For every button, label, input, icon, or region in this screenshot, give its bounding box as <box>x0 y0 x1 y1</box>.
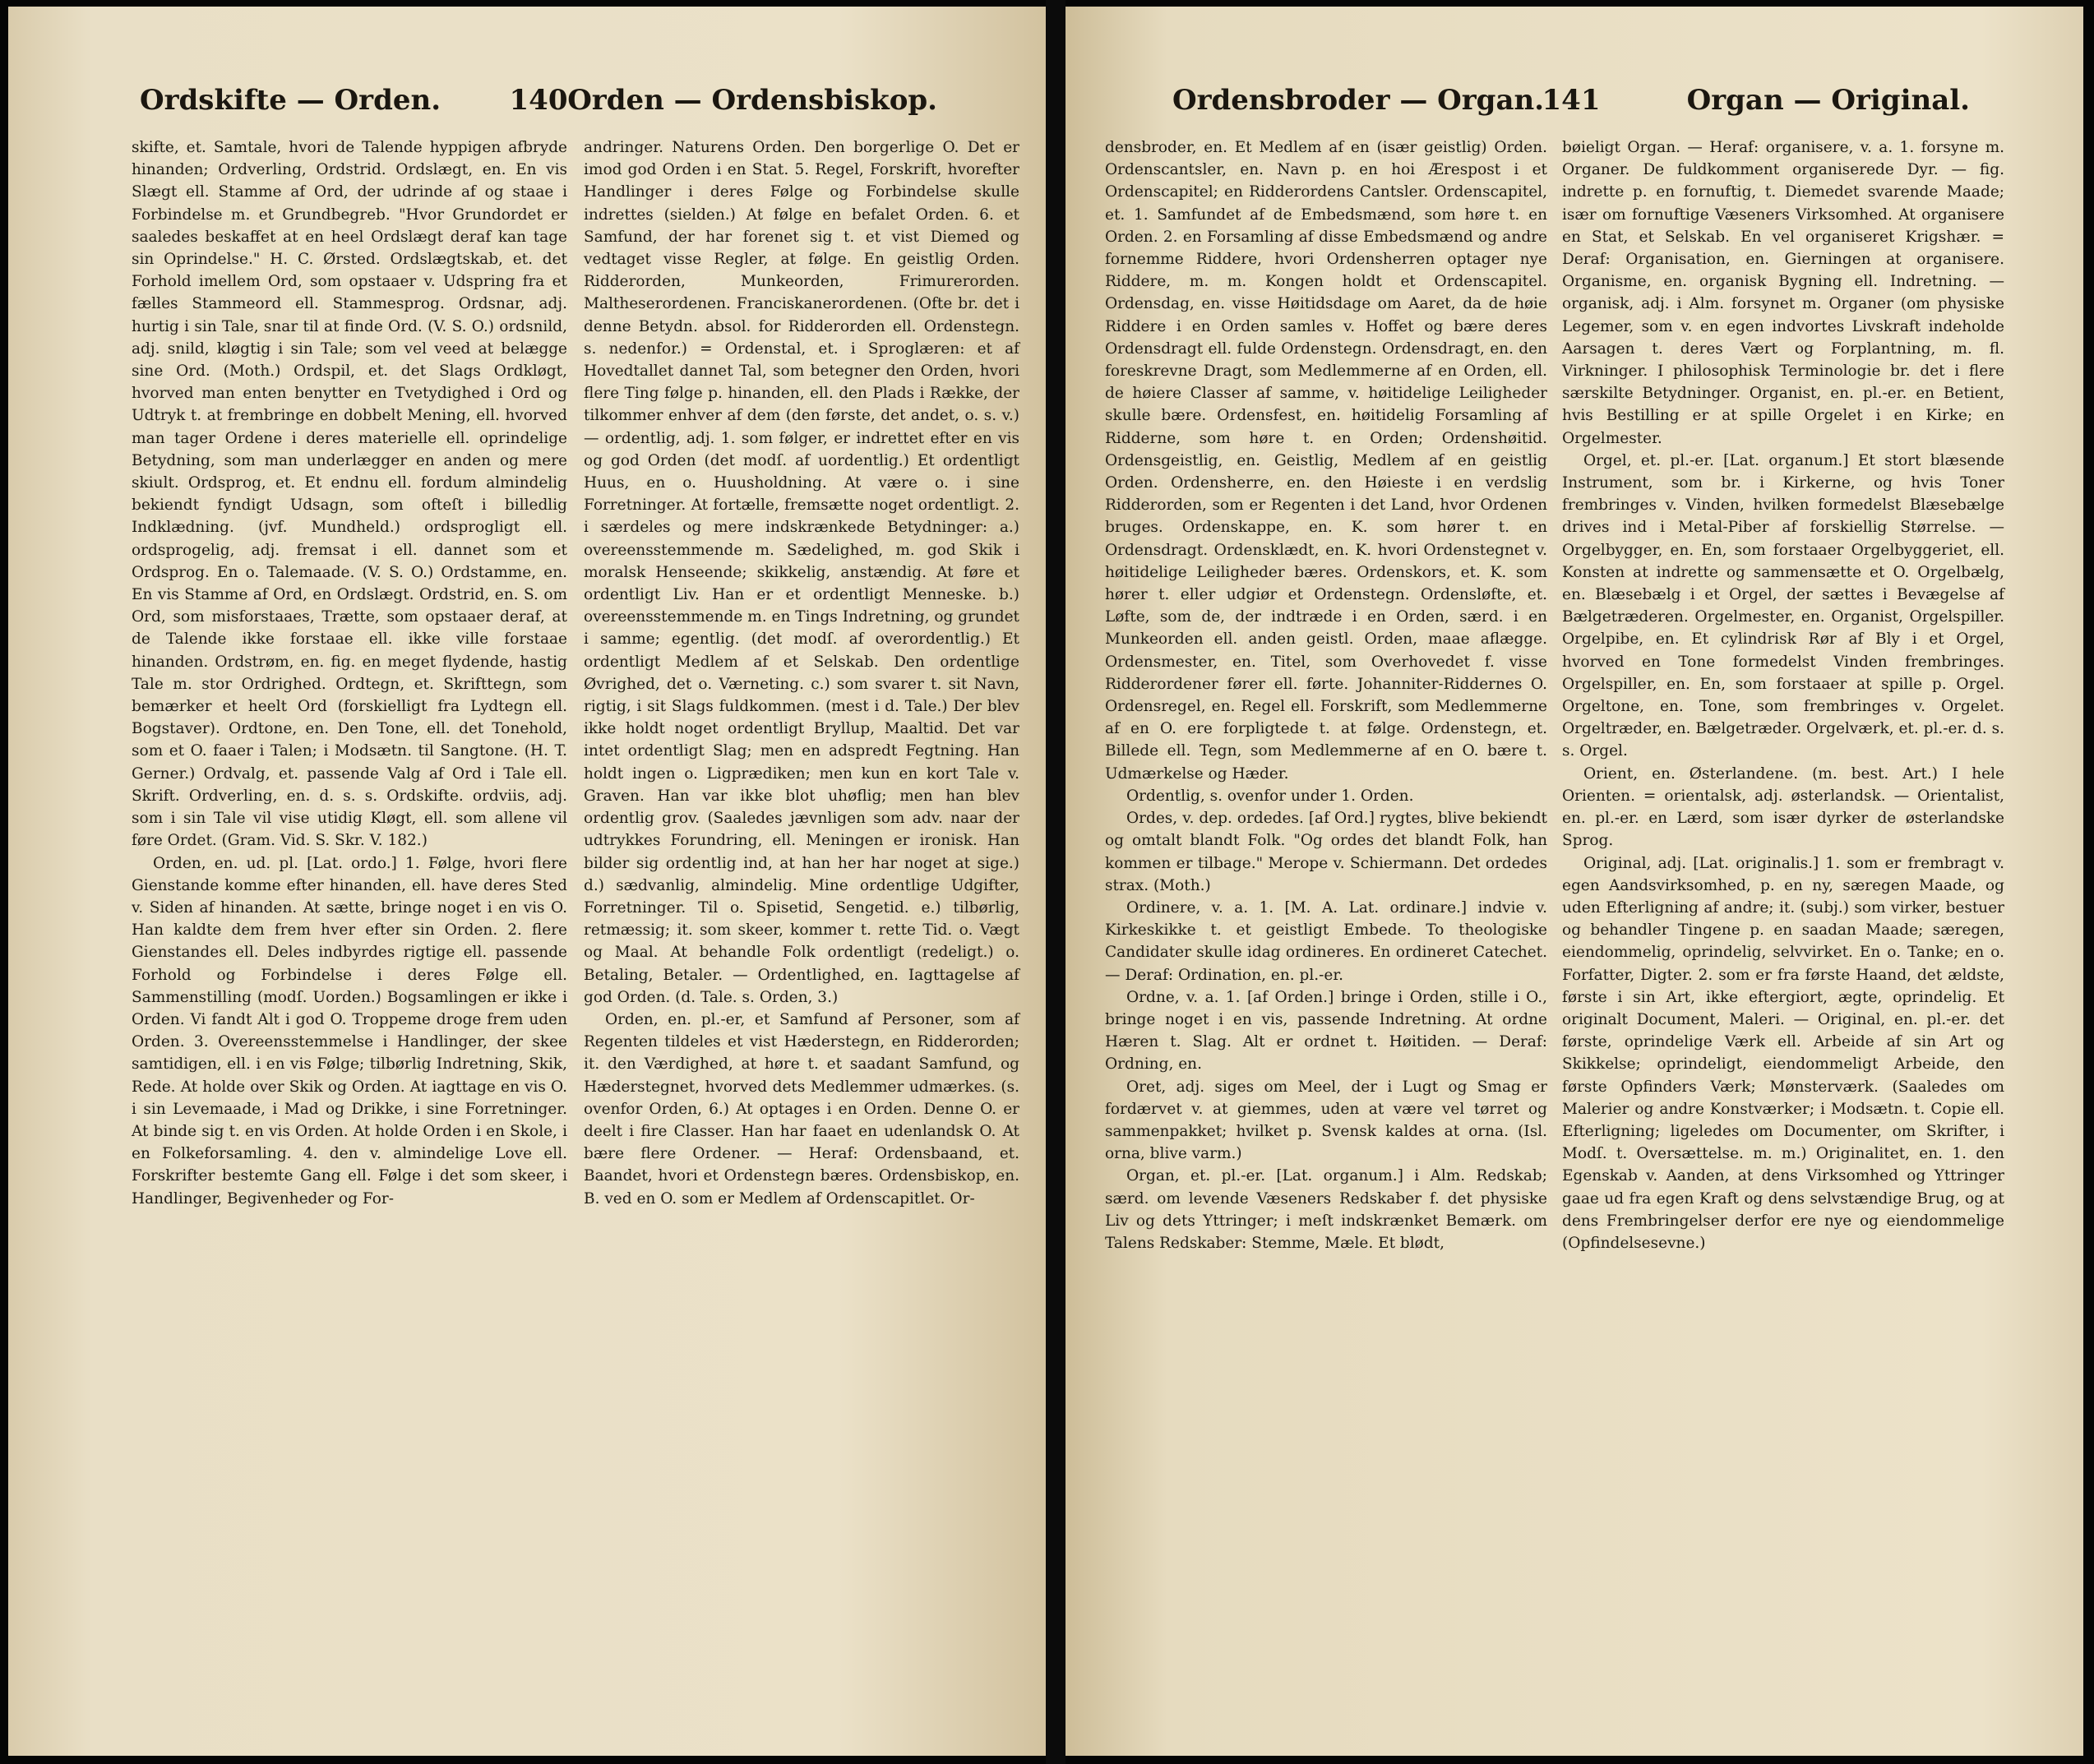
entry-ordentlig: Ordentlig, s. ovenfor under 1. Orden. <box>1126 787 1414 805</box>
entry-ordne: Ordne, v. a. 1. [af Orden.] bringe i Orden, stille i O., bringe noget i en vis, passende Indretning. At ordne Hæren t. Slag. Alt er ordnet t. Høitiden. — Deraf: Ordning, en. <box>1105 988 1547 1074</box>
entry-organ-cont: bøieligt Organ. — Heraf: organisere, v. a. 1. forsyne m. Organer. De fuldkomment organiserede Dyr. — fig. indrette p. en fornuftig, t. Diemedet svarende Maade; især om fornuftige Væseners Virksomhed. At organisere en Stat, et Selskab. En vel organiseret Krigshær. = Deraf: Organisation, en. Gierningen at organisere. Organisme, en. organisk Bygning ell. Indretning. — organisk, adj. i Alm. forsynet m. Organer (om physiske Legemer, som v. en egen indvortes Livskraft indeholde Aarsagen t. deres Vært og Forplantning, m. fl. Virkninger. I philosophisk Terminologie br. det i flere særskilte Betydninger. Organist, en. pl.-er. en Betient, hvis Bestilling er at spille Orgelet i en Kirke; en Orgelmester. <box>1562 139 2004 447</box>
entry-ordskifte: skifte, et. Samtale, hvori de Talende hyppigen afbryde hinanden; Ordverling, Ordstrid. Ordslægt, en. En vis Slægt ell. Stamme af Ord, der udrinde af og staae i Forbindelse m. et Grundbegreb. "Hvor Grundordet er saaledes beskaffet at en heel Ordslægt deraf kan tage sin Oprindelse." H. C. Ørsted. Ordslægtskab, et. det Forhold imellem Ord, som opstaaer v. Udspring fra et fælles Stammeord ell. Stammesprog. Ordsnar, adj. hurtig i sin Tale, snar til at finde Ord. (V. S. O.) ordsnild, adj. snild, kløgtig i sin Tale; som vel veed at belægge sine Ord. (Moth.) Ordspil, et. det Slags Ordkløgt, hvorved man enten benytter en Tvetydighed i Ord og Udtryk t. at frembringe en dobbelt Mening, ell. hvorved man tager Ordene i deres materielle ell. oprindelige Betydning, som man underlægger en anden og mere skiult. Ordsprog, et. Et endnu ell. fordum almindelig bekiendt fyndigt Udsagn, som ofteſt i billedlig Indklædning. (jvf. Mundheld.) ordsprogligt ell. ordsprogelig, adj. fremsat i ell. dannet som et Ordsprog. En o. Talemaade. (V. S. O.) Ordstamme, en. En vis Stamme af Ord, en Ordslægt. Ordstrid, en. S. om Ord, som misforstaaes, Trætte, som opstaaer deraf, at de Talende ikke forstaae ell. ikke ville forstaae hinanden. Ordstrøm, en. fig. en meget flydende, hastig Tale m. stor Ordrighed. Ordtegn, et. Skrifttegn, som bemærker et heelt Ord (forskielligt fra Lydtegn ell. Bogstaver). Ordtone, en. Den Tone, ell. det Tonehold, som et O. faaer i Talen; i Modsætn. til Sangtone. (H. T. Gerner.) Ordvalg, et. passende Valg af Ord i Tale ell. Skrift. Ordverling, en. d. s. s. Ordskifte. ordviis, adj. som i sin Tale vil vise utidig Kløgt, ell. som allene vil føre Ordet. (Gram. Vid. S. Skr. V. 182.) <box>132 139 567 850</box>
right-header-right: Organ — Original. <box>1686 84 1970 117</box>
left-column-2 <box>584 136 1019 1210</box>
entry-orden-cont: andringer. Naturens Orden. Den borgerlige O. Det er imod god Orden i en Stat. 5. Regel, Forskrift, hvorefter Handlinger i deres Følge og Forbindelse skulle indrettes (sielden.) At følge en befalet Orden. 6. et Samfund, der har forenet sig t. et vist Diemed og vedtaget visse Regler, at følge. En geistlig Orden. Ridderorden, Munkeorden, Frimurerorden. Maltheserordenen. Franciskanerordenen. (Ofte br. det i denne Betydn. absol. for Ridderorden ell. Ordenstegn. s. nedenfor.) = Ordenstal, et. i Sproglæren: et af Hovedtallet dannet Tal, som betegner den Orden, hvori flere Ting følge p. hinanden, ell. den Plads i Række, der tilkommer enhver af dem (den første, det andet, o. s. v.) — ordentlig, adj. 1. som følger, er indrettet efter en vis og god Orden (det modſ. af uordentlig.) Et ordentligt Huus, en o. Huusholdning. At være o. i sine Forretninger. At fortælle, fremsætte noget ordentligt. 2. i særdeles og mere indskrænkede Betydninger: a.) overeensstemmende m. Sædelighed, m. god Skik i moralsk Henseende; skikkelig, anstændig. At føre et ordentligt Liv. Han er et ordentligt Menneske. b.) overeensstemmende m. en Tings Indretning, og grundet i samme; egentlig. (det modſ. af overordentlig.) Et ordentligt Medlem af et Selskab. Den ordentlige Øvrighed, det o. Værneting. c.) som svarer t. sit Navn, rigtig, i sit Slags fuldkommen. (mest i d. Tale.) Der blev ikke holdt noget ordentligt Bryllup, Maaltid. Det var intet ordentligt Slag; men en adspredt Fegtning. Han holdt ingen o. Ligprædiken; men kun en kort Tale v. Graven. Han var ikke blot uhøflig; men han blev ordentlig grov. (Saaledes jævnligen som adv. naar der udtrykkes Forundring, ell. Meningen er ironisk. Han bilder sig ordentlig ind, at han her har noget at sige.) d.) sædvanlig, almindelig. Mine ordentlige Udgifter, Forretninger. Til o. Spisetid, Sengetid. e.) tilbørlig, retmæssig; it. som skeer, kommer t. rette Tid. o. Vægt og Maal. At behandle Folk ordentligt (redeligt.) o. Betaling, Betaler. — Ordentlighed, en. Iagttagelse af god Orden. (d. Tale. s. Orden, 3.) <box>584 139 1019 1006</box>
right-column-2 <box>1562 136 2004 1254</box>
left-page-number: 140 <box>509 84 568 117</box>
left-column-1 <box>132 136 567 1210</box>
left-page <box>8 7 1046 1756</box>
entry-orient: Orient, en. Østerlandene. (m. best. Art.) I hele Orienten. = orientalsk, adj. østerlandsk. — Orientalist, en. pl.-er. en Lærd, som især dyrker de østerlandske Sprog. <box>1562 764 2004 850</box>
entry-orden-1: Orden, en. ud. pl. [Lat. ordo.] 1. Følge, hvori flere Gienstande komme efter hinanden, ell. have deres Sted v. Siden af hinanden. At sætte, bringe noget i en vis O. Han kaldte dem frem hver efter sin Orden. 2. flere Gienstandes ell. Deles indbyrdes rigtige ell. passende Forhold og Forbindelse i deres Følge ell. Sammenstilling (modſ. Uorden.) Bogsamlingen er ikke i Orden. Vi fandt Alt i god O. Troppeme droge frem uden Orden. 3. Overeensstemmelse i Handlinger, der skee samtidigen, ell. i en vis Følge; tilbørlig Indretning, Skik, Rede. At holde over Skik og Orden. At iagttage en vis O. i sin Levemaade, i Mad og Drikke, i sine Forretninger. At binde sig t. en vis Orden. At holde Orden i en Skole, i en Folkeforsamling. 4. den v. almindelige Love ell. Forskrifter bestemte Gang ell. Følge i det som skeer, i Handlinger, Begivenheder og For- <box>132 854 567 1208</box>
left-running-head <box>140 81 937 120</box>
left-header-right: Orden — Ordensbiskop. <box>567 84 937 117</box>
right-column-1 <box>1105 136 1547 1254</box>
entry-orgel: Orgel, et. pl.-er. [Lat. organum.] Et stort blæsende Instrument, som br. i Kirkerne, og hvis Toner frembringes v. Vinden, hvilken formedelst Blæsebælge drives ind i Metal-Piber af forskiellig Størrelse. — Orgelbygger, en. En, som forstaaer Orgelbyggeriet, ell. Konsten at indrette og sammensætte et O. Orgelbælg, en. Blæsebælg i et Orgel, der sættes i Bevægelse af Bælgetræderen. Orgelmester, en. Organist, Orgelspiller. Orgelpibe, en. Et cylindrisk Rør af Bly i et Orgel, hvorved en Tone formedelst Vinden frembringes. Orgelspiller, en. En, som forstaaer at spille p. Orgel. Orgeltone, en. Tone, som frembringes v. Orgelet. Orgeltræder, en. Bælgetræder. Orgelværk, et. pl.-er. d. s. s. Orgel. <box>1562 451 2004 760</box>
entry-ordinere: Ordinere, v. a. 1. [M. A. Lat. ordinare.] indvie v. Kirkeskikke t. et geistligt Embede. To theologiske Candidater skulle idag ordineres. En ordineret Catechet. — Deraf: Ordination, en. pl.-er. <box>1105 898 1547 984</box>
left-header-left: Ordskifte — Orden. <box>140 84 441 117</box>
entry-oret: Oret, adj. siges om Meel, der i Lugt og Smag er fordærvet v. at giemmes, uden at være vel tørret og sammenpakket; hvilket p. Svensk kaldes at orna. (Isl. orna, blive varm.) <box>1105 1078 1547 1163</box>
right-header-left: Ordensbroder — Organ. <box>1172 84 1545 117</box>
right-page-number: 141 <box>1542 84 1601 117</box>
entry-organ: Organ, et. pl.-er. [Lat. organum.] i Alm. Redskab; særd. om levende Væseners Redskaber f. det physiske Liv og dets Yttringer; i meſt indskrænket Bemærk. om Talens Redskaber: Stemme, Mæle. Et blødt, <box>1105 1167 1547 1252</box>
right-page <box>1065 7 2083 1756</box>
entry-original: Original, adj. [Lat. originalis.] 1. som er frembragt v. egen Aandsvirksomhed, p. en ny, særegen Maade, og uden Efterligning af andre; it. (subj.) som virker, bestuer og behandler Tingene p. en saadan Maade; særegen, eiendommelig, oprindelig, selvvirket. En o. Tanke; en o. Forfatter, Digter. 2. som er fra første Haand, det ældste, første i sin Art, ikke eftergiort, ægte, oprindelig. Et originalt Document, Maleri. — Original, en. pl.-er. det første, oprindelige Værk ell. Arbeide af sin Art og Skikkelse; oprindeligt, eiendommeligt Arbeide, den første Opfinders Værk; Mønsterværk. (Saaledes om Malerier og andre Konstværker; i Modsætn. t. Copie ell. Efterligning; ligeledes om Documenter, om Skrifter, i Modſ. t. Oversættelse. m. m.) Originalitet, en. 1. den Egenskab v. Aanden, at dens Virksomhed og Yttringer gaae ud fra egen Kraft og dens selvstændige Brug, og at dens Frembringelser derfor ere nye og eiendommelige (Opfindelsesevne.) <box>1562 854 2004 1252</box>
book-gutter <box>1046 0 1065 1764</box>
right-running-head <box>1172 81 1970 120</box>
entry-orden-2: Orden, en. pl.-er, et Samfund af Personer, som af Regenten tildeles et vist Hæderstegn, en Ridderorden; it. den Værdighed, at høre t. et saadant Samfund, og Hæderstegnet, hvorved dets Medlemmer udmærkes. (s. ovenfor Orden, 6.) At optages i en Orden. Denne O. er deelt i fire Classer. Han har faaet en udenlandsk O. At bære flere Ordener. — Heraf: Ordensbaand, et. Baandet, hvori et Ordenstegn bæres. Ordensbiskop, en. B. ved en O. som er Medlem af Ordenscapitlet. Or- <box>584 1010 1019 1208</box>
entry-ordensbroder: densbroder, en. Et Medlem af en (især geistlig) Orden. Ordenscantsler, en. Navn p. en hoi Ærespost i et Ordenscapitel; en Ridderordens Cantsler. Ordenscapitel, et. 1. Samfundet af de Embedsmænd, som høre t. en Orden. 2. en Forsamling af disse Embedsmænd og andre fornemme Riddere, hvori Ordensherren optager nye Riddere, m. m. Kongen holdt et Ordenscapitel. Ordensdag, en. visse Høitidsdage om Aaret, da de høie Riddere i en Orden samles v. Hoffet og bære deres Ordensdragt ell. fulde Ordenstegn. Ordensdragt, en. den foreskrevne Dragt, som Medlemmerne af en Orden, ell. de høiere Classer af samme, v. høitidelige Leiligheder skulle bære. Ordensfest, en. høitidelig Forsamling af Ridderne, som høre t. en Orden; Ordenshøitid. Ordensgeistlig, en. Geistlig, Medlem af en geistlig Orden. Ordensherre, en. den Høieste i en verdslig Ridderorden, som er Regenten i det Land, hvor Ordenen bruges. Ordenskappe, en. K. som hører t. en Ordensdragt. Ordensklædt, en. K. hvori Ordenstegnet v. høitidelige Leiligheder bæres. Ordenskors, et. K. som hører t. eller udgiør et Ordenstegn. Ordensløfte, et. Løfte, som de, der indtræde i en Orden, særd. i en Munkeorden ell. anden geistl. Orden, maae aflægge. Ordensmester, en. Titel, som Overhovedet f. visse Ridderordener fører ell. førte. Johanniter-Riddernes O. Ordensregel, en. Regel ell. Forskrift, som Medlemmerne af en O. ere forpligtede t. at følge. Ordenstegn, et. Billede ell. Tegn, som Medlemmerne af en O. bære t. Udmærkelse og Hæder. <box>1105 139 1547 783</box>
entry-ordes: Ordes, v. dep. ordedes. [af Ord.] rygtes, blive bekiendt og omtalt blandt Folk. "Og ordes det blandt Folk, han kommen er tilbage." Merope v. Schiermann. Det ordedes strax. (Moth.) <box>1105 810 1547 894</box>
